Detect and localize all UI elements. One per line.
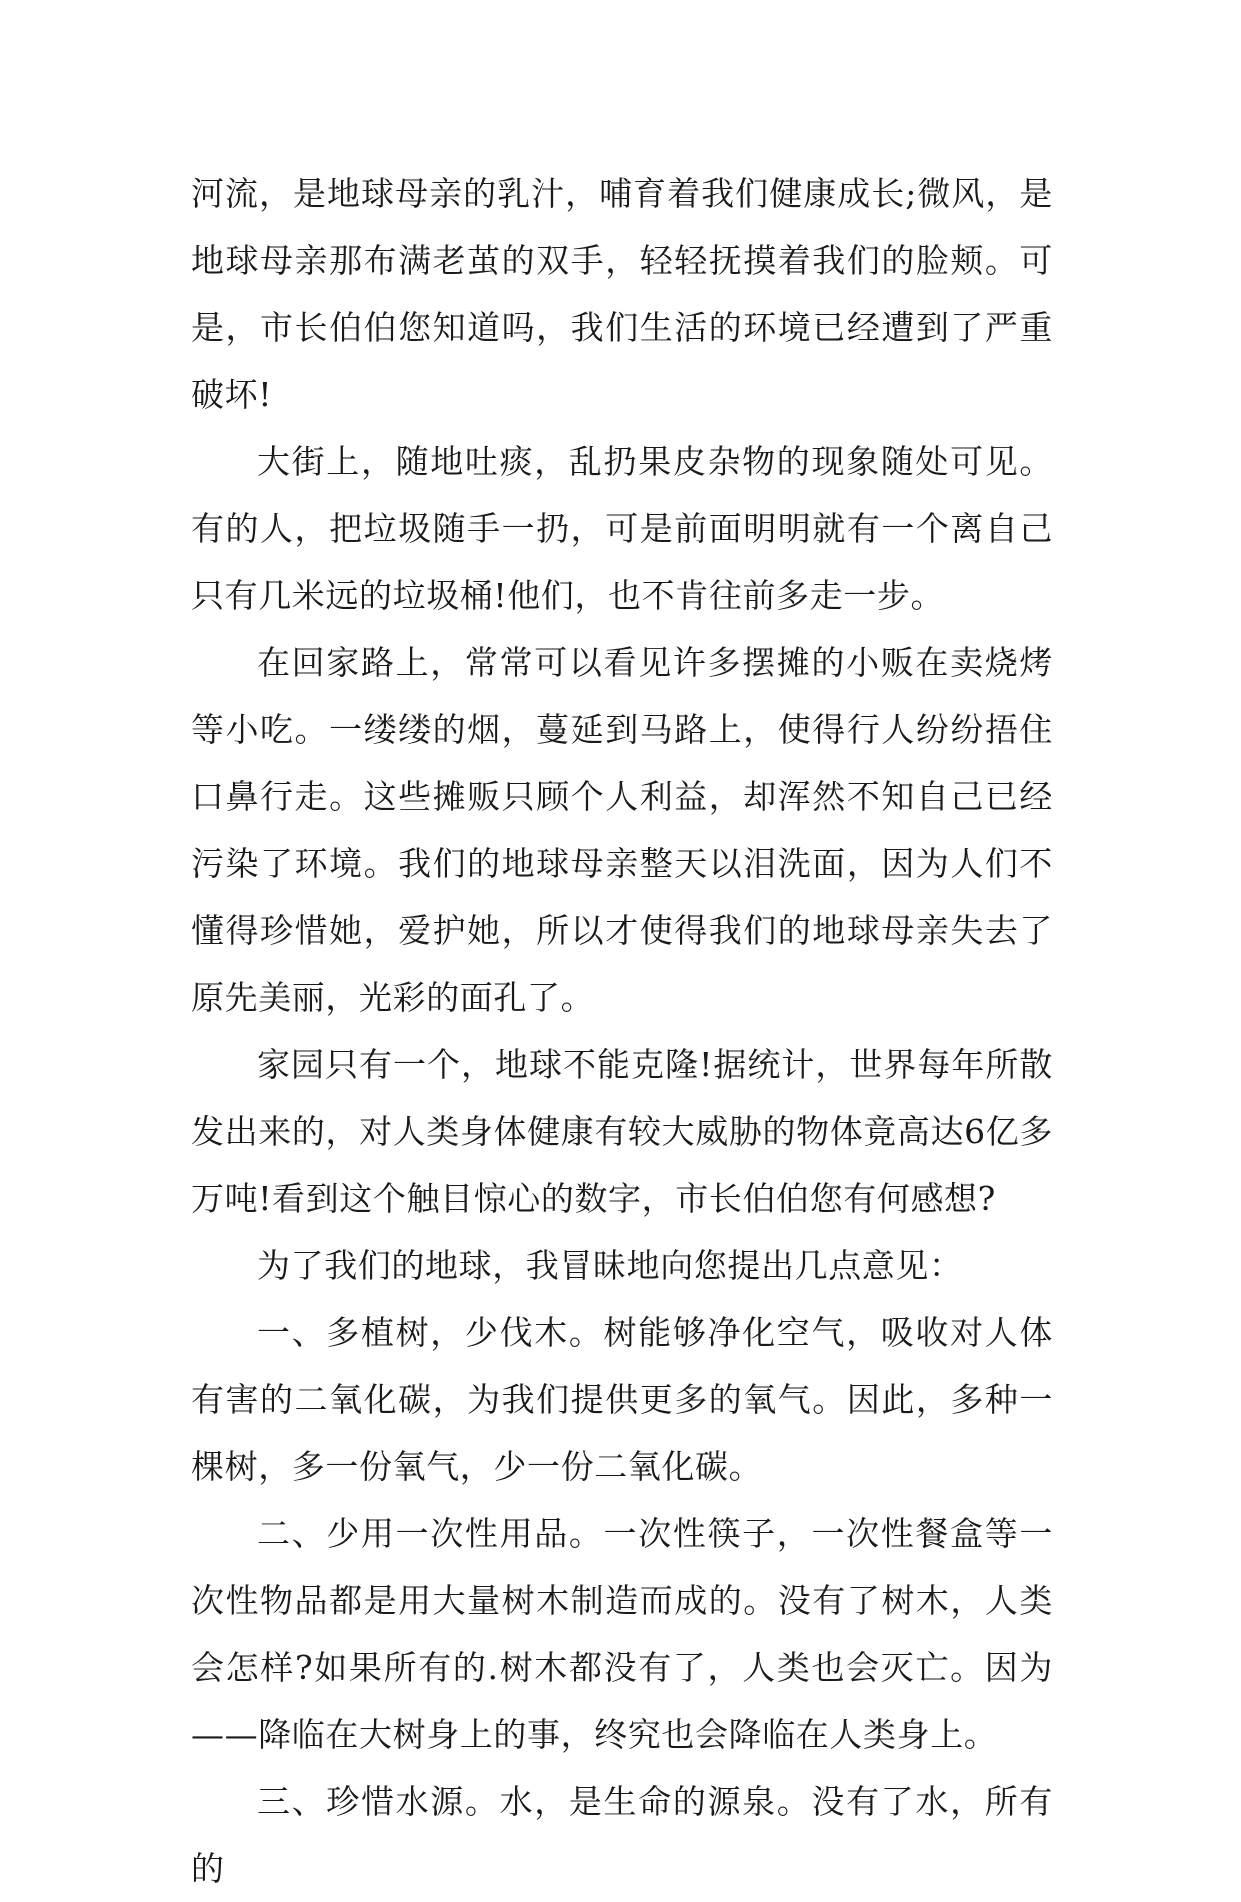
paragraph-rivers: 河流，是地球母亲的乳汁，哺育着我们健康成长;微风，是地球母亲那布满老茧的双手，轻轻抚摸着我们的脸颊。可是，市长伯伯您知道吗，我们生活的环境已经遭到了严重破坏! — [191, 174, 1053, 414]
paragraph-suggestion-trees: 一、多植树，少伐木。树能够净化空气，吸收对人体有害的二氧化碳，为我们提供更多的氧气。因此，多种一棵树，多一份氧气，少一份二氧化碳。 — [191, 1313, 1053, 1486]
document-body — [191, 160, 1053, 1902]
paragraph-suggestion-disposables: 二、少用一次性用品。一次性筷子，一次性餐盒等一次性物品都是用大量树木制造而成的。没有了树木，人类会怎样?如果所有的.树木都没有了，人类也会灭亡。因为——降临在大树身上的事，终究也会降临在人类身上。 — [191, 1514, 1053, 1754]
paragraph-suggestions-intro: 为了我们的地球，我冒昧地向您提出几点意见： — [257, 1246, 963, 1285]
paragraph-street-litter: 大街上，随地吐痰，乱扔果皮杂物的现象随处可见。有的人，把垃圾随手一扔，可是前面明明就有一个离自己只有几米远的垃圾桶!他们，也不肯往前多走一步。 — [191, 442, 1053, 615]
paragraph-statistics: 家园只有一个，地球不能克隆!据统计，世界每年所散发出来的，对人类身体健康有较大威胁的物体竟高达6亿多万吨!看到这个触目惊心的数字，市长伯伯您有何感想? — [191, 1045, 1053, 1218]
paragraph-suggestion-water: 三、珍惜水源。水，是生命的源泉。没有了水，所有的 — [191, 1782, 1053, 1888]
paragraph-vendors-smoke: 在回家路上，常常可以看见许多摆摊的小贩在卖烧烤等小吃。一缕缕的烟，蔓延到马路上，使得行人纷纷捂住口鼻行走。这些摊贩只顾个人利益，却浑然不知自己已经污染了环境。我们的地球母亲整天以泪洗面，因为人们不懂得珍惜她，爱护她，所以才使得我们的地球母亲失去了原先美丽，光彩的面孔了。 — [191, 643, 1053, 1017]
